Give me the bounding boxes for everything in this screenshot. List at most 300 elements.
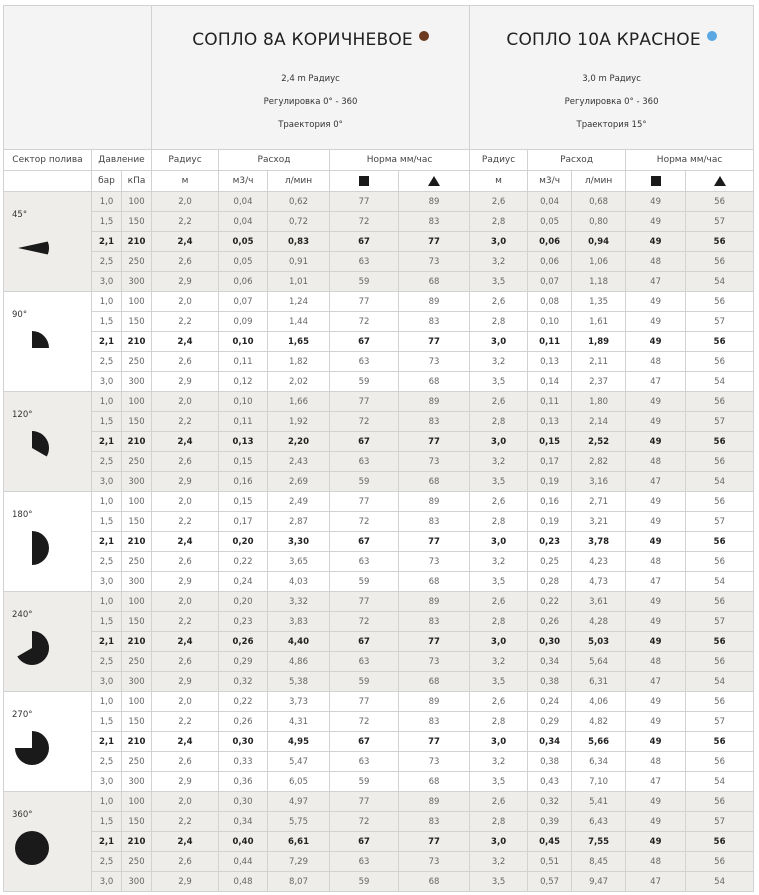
norm-square-cell: 67: [330, 632, 399, 652]
flow-lmin-cell: 1,66: [268, 392, 330, 412]
sector-group: [4, 392, 754, 492]
bar-cell: 2,5: [92, 752, 122, 772]
flow-m3h-cell: 0,23: [528, 532, 572, 552]
flow-lmin-cell: 5,75: [268, 812, 330, 832]
flow-m3h-cell: 0,51: [528, 852, 572, 872]
flow-lmin-cell: 1,82: [268, 352, 330, 372]
flow-lmin-cell: 2,82: [572, 452, 626, 472]
flow-lmin-cell: 0,83: [268, 232, 330, 252]
flow-lmin-cell: 2,87: [268, 512, 330, 532]
norm-triangle-cell: 56: [686, 652, 754, 672]
flow-m3h-cell: 0,15: [219, 452, 268, 472]
flow-m3h-cell: 0,08: [528, 292, 572, 312]
flow-m3h-cell: 0,24: [528, 692, 572, 712]
norm-square-cell: 47: [626, 872, 686, 892]
unit-bar: бар: [92, 171, 122, 192]
flow-m3h-cell: 0,24: [219, 572, 268, 592]
sector-label: 90°: [12, 310, 28, 320]
bar-cell: 1,0: [92, 592, 122, 612]
kpa-cell: 150: [122, 612, 152, 632]
flow-m3h-cell: 0,06: [528, 232, 572, 252]
bar-cell: 1,5: [92, 712, 122, 732]
radius-cell: 3,2: [470, 852, 528, 872]
norm-square-cell: 48: [626, 852, 686, 872]
flow-lmin-cell: 2,52: [572, 432, 626, 452]
norm-square-cell: 77: [330, 192, 399, 212]
flow-lmin-cell: 4,40: [268, 632, 330, 652]
unit-kpa: кПа: [122, 171, 152, 192]
radius-cell: 2,8: [470, 812, 528, 832]
radius-cell: 2,4: [152, 632, 219, 652]
norm-triangle-cell: 77: [399, 332, 470, 352]
kpa-cell: 100: [122, 492, 152, 512]
flow-lmin-cell: 1,80: [572, 392, 626, 412]
norm-triangle-cell: 54: [686, 772, 754, 792]
kpa-cell: 300: [122, 672, 152, 692]
bar-cell: 3,0: [92, 572, 122, 592]
sector-group: [4, 192, 754, 292]
flow-m3h-cell: 0,06: [219, 272, 268, 292]
radius-cell: 3,2: [470, 552, 528, 572]
norm-triangle-cell: 89: [399, 792, 470, 812]
flow-m3h-cell: 0,48: [219, 872, 268, 892]
flow-m3h-cell: 0,57: [528, 872, 572, 892]
col-header-radius: Радиус: [152, 150, 219, 171]
norm-square-cell: 48: [626, 752, 686, 772]
kpa-cell: 150: [122, 712, 152, 732]
norm-triangle-cell: 68: [399, 272, 470, 292]
norm-triangle-cell: 56: [686, 432, 754, 452]
nozzle-header-10a: [470, 6, 754, 150]
flow-lmin-cell: 1,61: [572, 312, 626, 332]
flow-lmin-cell: 4,23: [572, 552, 626, 572]
table-row: [4, 552, 754, 572]
flow-lmin-cell: 7,10: [572, 772, 626, 792]
norm-triangle-cell: 54: [686, 372, 754, 392]
flow-lmin-cell: 3,21: [572, 512, 626, 532]
flow-lmin-cell: 0,72: [268, 212, 330, 232]
norm-triangle-cell: 68: [399, 472, 470, 492]
flow-lmin-cell: 3,73: [268, 692, 330, 712]
norm-triangle-cell: 73: [399, 852, 470, 872]
flow-m3h-cell: 0,44: [219, 852, 268, 872]
flow-lmin-cell: 1,01: [268, 272, 330, 292]
square-spacing-icon: [651, 176, 661, 186]
norm-triangle-cell: 83: [399, 712, 470, 732]
radius-cell: 3,0: [470, 232, 528, 252]
radius-cell: 2,6: [152, 852, 219, 872]
norm-triangle-cell: 68: [399, 672, 470, 692]
flow-lmin-cell: 0,62: [268, 192, 330, 212]
norm-square-cell: 72: [330, 412, 399, 432]
sector-45-icon: [14, 230, 50, 266]
table-row: [4, 532, 754, 552]
square-spacing-icon: [359, 176, 369, 186]
flow-lmin-cell: 8,45: [572, 852, 626, 872]
norm-square-cell: 47: [626, 572, 686, 592]
kpa-cell: 300: [122, 872, 152, 892]
norm-square-cell: 47: [626, 272, 686, 292]
flow-m3h-cell: 0,28: [528, 572, 572, 592]
radius-cell: 2,6: [152, 352, 219, 372]
norm-triangle-cell: 73: [399, 252, 470, 272]
flow-lmin-cell: 4,28: [572, 612, 626, 632]
flow-lmin-cell: 0,80: [572, 212, 626, 232]
norm-triangle-cell: 83: [399, 612, 470, 632]
norm-square-cell: 47: [626, 372, 686, 392]
norm-square-cell: 77: [330, 792, 399, 812]
table-row: [4, 632, 754, 652]
col-header-norm: Норма мм/час: [626, 150, 754, 171]
flow-m3h-cell: 0,23: [219, 612, 268, 632]
flow-lmin-cell: 2,43: [268, 452, 330, 472]
radius-cell: 2,9: [152, 572, 219, 592]
nozzle-trajectory: Траектория 0°: [278, 120, 343, 130]
radius-cell: 2,9: [152, 372, 219, 392]
table-row: [4, 452, 754, 472]
flow-lmin-cell: 2,71: [572, 492, 626, 512]
blue-dot-icon: [707, 31, 717, 41]
radius-cell: 2,4: [152, 532, 219, 552]
norm-square-cell: 59: [330, 872, 399, 892]
flow-m3h-cell: 0,22: [528, 592, 572, 612]
kpa-cell: 210: [122, 432, 152, 452]
table-row: [4, 432, 754, 452]
unit-m3h: м3/ч: [219, 171, 268, 192]
flow-lmin-cell: 2,69: [268, 472, 330, 492]
bar-cell: 3,0: [92, 872, 122, 892]
norm-square-cell: 49: [626, 732, 686, 752]
norm-square-cell: 67: [330, 332, 399, 352]
norm-triangle-cell: 77: [399, 432, 470, 452]
norm-square-cell: 67: [330, 532, 399, 552]
bar-cell: 1,0: [92, 492, 122, 512]
flow-lmin-cell: 5,38: [268, 672, 330, 692]
sector-label: 120°: [12, 410, 33, 420]
nozzle-title: [470, 30, 753, 50]
table-row: [4, 272, 754, 292]
table-row: [4, 872, 754, 892]
radius-cell: 2,0: [152, 692, 219, 712]
radius-cell: 3,5: [470, 872, 528, 892]
flow-m3h-cell: 0,15: [219, 492, 268, 512]
flow-lmin-cell: 5,66: [572, 732, 626, 752]
radius-cell: 2,0: [152, 192, 219, 212]
table-row: [4, 492, 754, 512]
flow-m3h-cell: 0,34: [528, 652, 572, 672]
norm-triangle-cell: 89: [399, 292, 470, 312]
sector-label: 360°: [12, 810, 33, 820]
flow-lmin-cell: 3,65: [268, 552, 330, 572]
flow-lmin-cell: 1,18: [572, 272, 626, 292]
sector-cell: [4, 692, 92, 792]
sector-cell: [4, 492, 92, 592]
sector-label: 45°: [12, 210, 28, 220]
triangle-spacing-icon: [714, 176, 726, 186]
flow-lmin-cell: 6,43: [572, 812, 626, 832]
flow-m3h-cell: 0,05: [219, 232, 268, 252]
radius-cell: 2,4: [152, 732, 219, 752]
norm-square-cell: 67: [330, 832, 399, 852]
norm-square-cell: 77: [330, 392, 399, 412]
norm-square-cell: 72: [330, 512, 399, 532]
radius-cell: 2,9: [152, 772, 219, 792]
radius-cell: 2,6: [152, 452, 219, 472]
norm-triangle-cell: 56: [686, 392, 754, 412]
radius-cell: 2,2: [152, 312, 219, 332]
radius-cell: 2,9: [152, 872, 219, 892]
unit-triangle: [686, 171, 754, 192]
kpa-cell: 250: [122, 652, 152, 672]
kpa-cell: 250: [122, 252, 152, 272]
flow-lmin-cell: 6,61: [268, 832, 330, 852]
radius-cell: 2,6: [152, 552, 219, 572]
norm-square-cell: 49: [626, 592, 686, 612]
kpa-cell: 210: [122, 632, 152, 652]
radius-cell: 3,5: [470, 372, 528, 392]
sector-240-icon: [14, 630, 50, 666]
norm-square-cell: 72: [330, 712, 399, 732]
kpa-cell: 100: [122, 292, 152, 312]
table-row: [4, 712, 754, 732]
norm-square-cell: 72: [330, 612, 399, 632]
bar-cell: 2,1: [92, 732, 122, 752]
bar-cell: 2,1: [92, 832, 122, 852]
flow-m3h-cell: 0,20: [219, 592, 268, 612]
bar-cell: 2,5: [92, 652, 122, 672]
table-row: [4, 672, 754, 692]
col-header-pressure: Давление: [92, 150, 152, 171]
unit-square: [330, 171, 399, 192]
norm-triangle-cell: 56: [686, 732, 754, 752]
radius-cell: 2,6: [152, 252, 219, 272]
norm-triangle-cell: 56: [686, 452, 754, 472]
norm-triangle-cell: 73: [399, 452, 470, 472]
kpa-cell: 100: [122, 792, 152, 812]
kpa-cell: 150: [122, 512, 152, 532]
flow-m3h-cell: 0,22: [219, 552, 268, 572]
radius-cell: 3,2: [470, 752, 528, 772]
table-row: [4, 572, 754, 592]
flow-m3h-cell: 0,13: [528, 412, 572, 432]
radius-cell: 3,5: [470, 672, 528, 692]
flow-lmin-cell: 6,05: [268, 772, 330, 792]
flow-m3h-cell: 0,04: [528, 192, 572, 212]
flow-lmin-cell: 4,06: [572, 692, 626, 712]
flow-m3h-cell: 0,38: [528, 752, 572, 772]
header-blank-cell: [4, 6, 152, 150]
kpa-cell: 250: [122, 552, 152, 572]
radius-cell: 3,0: [470, 532, 528, 552]
nozzle-performance-table: [3, 5, 754, 892]
norm-square-cell: 49: [626, 612, 686, 632]
radius-cell: 3,2: [470, 652, 528, 672]
norm-triangle-cell: 57: [686, 312, 754, 332]
norm-triangle-cell: 57: [686, 712, 754, 732]
nozzle-radius: 2,4 m Радиус: [281, 74, 340, 84]
radius-cell: 2,6: [470, 592, 528, 612]
triangle-spacing-icon: [428, 176, 440, 186]
unit-m: м: [152, 171, 219, 192]
radius-cell: 3,5: [470, 272, 528, 292]
kpa-cell: 100: [122, 592, 152, 612]
norm-triangle-cell: 77: [399, 232, 470, 252]
norm-square-cell: 49: [626, 712, 686, 732]
norm-triangle-cell: 56: [686, 192, 754, 212]
flow-m3h-cell: 0,07: [528, 272, 572, 292]
norm-square-cell: 48: [626, 452, 686, 472]
flow-lmin-cell: 2,37: [572, 372, 626, 392]
norm-square-cell: 49: [626, 232, 686, 252]
radius-cell: 2,8: [470, 312, 528, 332]
norm-square-cell: 49: [626, 492, 686, 512]
norm-triangle-cell: 83: [399, 412, 470, 432]
kpa-cell: 150: [122, 412, 152, 432]
norm-triangle-cell: 57: [686, 412, 754, 432]
flow-m3h-cell: 0,43: [528, 772, 572, 792]
unit-blank: [4, 171, 92, 192]
bar-cell: 3,0: [92, 772, 122, 792]
norm-square-cell: 49: [626, 832, 686, 852]
norm-square-cell: 49: [626, 512, 686, 532]
kpa-cell: 150: [122, 812, 152, 832]
radius-cell: 2,8: [470, 712, 528, 732]
flow-lmin-cell: 4,97: [268, 792, 330, 812]
nozzle-header-8a: [152, 6, 470, 150]
flow-m3h-cell: 0,10: [528, 312, 572, 332]
norm-triangle-cell: 89: [399, 192, 470, 212]
flow-m3h-cell: 0,22: [219, 692, 268, 712]
norm-square-cell: 49: [626, 192, 686, 212]
norm-square-cell: 67: [330, 732, 399, 752]
norm-square-cell: 63: [330, 452, 399, 472]
nozzle-title-text: СОПЛО 10А КРАСНОЕ: [506, 30, 701, 50]
flow-m3h-cell: 0,30: [528, 632, 572, 652]
nozzle-title: [152, 30, 469, 50]
sector-120-icon: [14, 430, 50, 466]
norm-triangle-cell: 73: [399, 652, 470, 672]
norm-square-cell: 48: [626, 252, 686, 272]
norm-square-cell: 48: [626, 652, 686, 672]
radius-cell: 2,0: [152, 292, 219, 312]
table-row: [4, 512, 754, 532]
norm-triangle-cell: 54: [686, 572, 754, 592]
norm-square-cell: 67: [330, 432, 399, 452]
flow-m3h-cell: 0,17: [528, 452, 572, 472]
sector-group: [4, 292, 754, 392]
table-row: [4, 612, 754, 632]
flow-m3h-cell: 0,09: [219, 312, 268, 332]
norm-square-cell: 72: [330, 812, 399, 832]
flow-lmin-cell: 1,65: [268, 332, 330, 352]
kpa-cell: 300: [122, 372, 152, 392]
table-row: [4, 772, 754, 792]
flow-lmin-cell: 2,20: [268, 432, 330, 452]
bar-cell: 1,5: [92, 312, 122, 332]
flow-m3h-cell: 0,11: [528, 332, 572, 352]
flow-m3h-cell: 0,34: [528, 732, 572, 752]
flow-lmin-cell: 3,61: [572, 592, 626, 612]
flow-lmin-cell: 4,03: [268, 572, 330, 592]
radius-cell: 2,9: [152, 672, 219, 692]
radius-cell: 3,5: [470, 472, 528, 492]
norm-square-cell: 48: [626, 552, 686, 572]
flow-lmin-cell: 4,31: [268, 712, 330, 732]
flow-m3h-cell: 0,07: [219, 292, 268, 312]
norm-square-cell: 72: [330, 312, 399, 332]
flow-lmin-cell: 4,82: [572, 712, 626, 732]
brown-dot-icon: [419, 31, 429, 41]
flow-lmin-cell: 6,34: [572, 752, 626, 772]
bar-cell: 1,0: [92, 392, 122, 412]
flow-m3h-cell: 0,10: [219, 332, 268, 352]
radius-cell: 2,2: [152, 412, 219, 432]
norm-triangle-cell: 73: [399, 352, 470, 372]
table-row: [4, 472, 754, 492]
table-row: [4, 332, 754, 352]
norm-triangle-cell: 54: [686, 672, 754, 692]
table-row: [4, 852, 754, 872]
norm-triangle-cell: 77: [399, 532, 470, 552]
norm-triangle-cell: 57: [686, 512, 754, 532]
flow-lmin-cell: 7,29: [268, 852, 330, 872]
flow-lmin-cell: 5,47: [268, 752, 330, 772]
norm-triangle-cell: 56: [686, 792, 754, 812]
flow-lmin-cell: 5,03: [572, 632, 626, 652]
flow-m3h-cell: 0,16: [219, 472, 268, 492]
kpa-cell: 250: [122, 752, 152, 772]
radius-cell: 2,4: [152, 832, 219, 852]
radius-cell: 3,2: [470, 352, 528, 372]
table-row: [4, 732, 754, 752]
flow-m3h-cell: 0,29: [219, 652, 268, 672]
table-row: [4, 692, 754, 712]
col-header-sector: Сектор полива: [4, 150, 92, 171]
table-row: [4, 192, 754, 212]
norm-triangle-cell: 56: [686, 292, 754, 312]
radius-cell: 2,8: [470, 412, 528, 432]
norm-square-cell: 77: [330, 492, 399, 512]
kpa-cell: 250: [122, 352, 152, 372]
table-row: [4, 792, 754, 812]
radius-cell: 2,8: [470, 212, 528, 232]
kpa-cell: 250: [122, 452, 152, 472]
table-row: [4, 252, 754, 272]
norm-triangle-cell: 56: [686, 592, 754, 612]
bar-cell: 1,5: [92, 512, 122, 532]
flow-m3h-cell: 0,19: [528, 512, 572, 532]
norm-square-cell: 77: [330, 292, 399, 312]
norm-square-cell: 63: [330, 752, 399, 772]
norm-square-cell: 59: [330, 272, 399, 292]
norm-square-cell: 59: [330, 772, 399, 792]
radius-cell: 2,0: [152, 392, 219, 412]
sector-group: [4, 692, 754, 792]
norm-triangle-cell: 89: [399, 392, 470, 412]
sector-cell: [4, 192, 92, 292]
norm-triangle-cell: 89: [399, 592, 470, 612]
flow-lmin-cell: 6,31: [572, 672, 626, 692]
flow-m3h-cell: 0,17: [219, 512, 268, 532]
bar-cell: 2,1: [92, 232, 122, 252]
table-row: [4, 832, 754, 852]
bar-cell: 1,5: [92, 612, 122, 632]
bar-cell: 1,0: [92, 692, 122, 712]
norm-square-cell: 49: [626, 812, 686, 832]
kpa-cell: 300: [122, 572, 152, 592]
table-row: [4, 392, 754, 412]
norm-square-cell: 63: [330, 252, 399, 272]
